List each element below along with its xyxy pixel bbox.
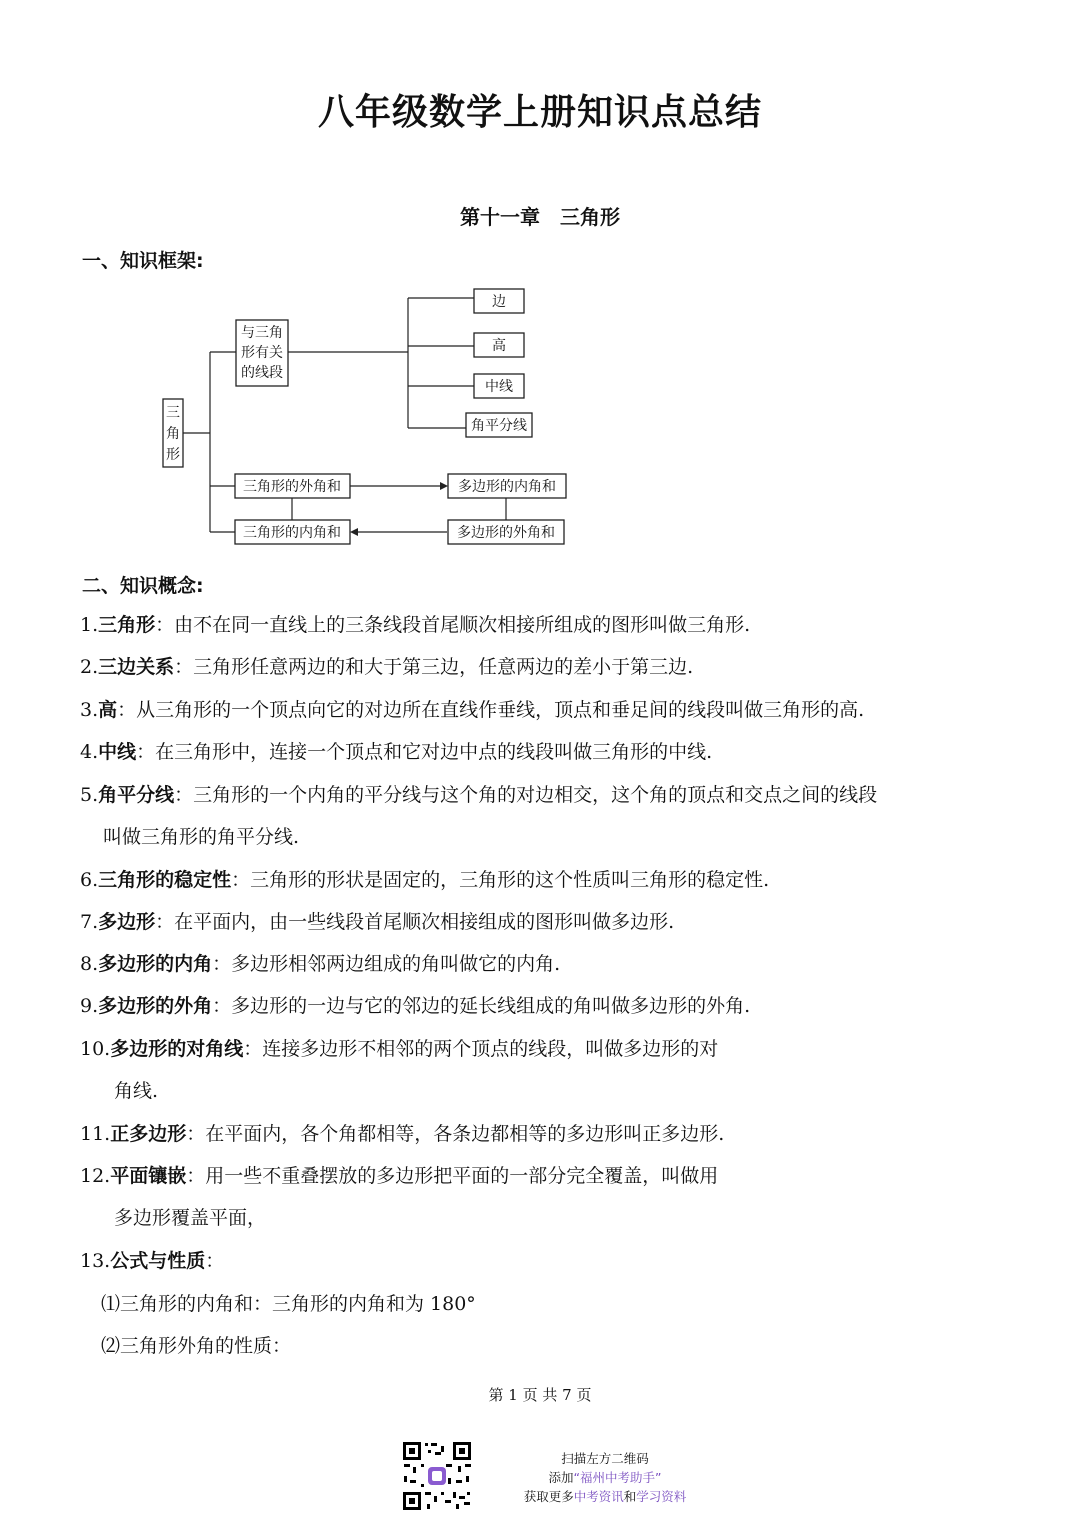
concept-item: 5.角平分线：三角形的一个内角的平分线与这个角的对边相交，这个角的顶点和交点之间的线段 [80, 784, 878, 806]
promo-line-3: 获取更多中考资讯和学习资料 [523, 1489, 687, 1504]
node-triangle-char-3: 形 [166, 447, 180, 463]
concept-item: 4.中线：在三角形中，连接一个顶点和它对边中点的线段叫做三角形的中线. [80, 741, 713, 763]
concept-item: 9.多边形的外角：多边形的一边与它的邻边的延长线组成的角叫做多边形的外角. [80, 995, 751, 1017]
concept-item-continuation: 叫做三角形的角平分线. [103, 826, 300, 848]
concept-item: 6.三角形的稳定性：三角形的形状是固定的，三角形的这个性质叫三角形的稳定性. [80, 869, 770, 891]
node-polygon-interior-sum: 多边形的内角和 [458, 479, 556, 495]
concept-item: 13.公式与性质： [80, 1250, 225, 1272]
section-concepts-heading: 二、知识概念: [82, 575, 204, 597]
node-median: 中线 [485, 379, 513, 395]
node-triangle-char-2: 角 [166, 426, 180, 442]
knowledge-framework-diagram [0, 0, 1080, 570]
promo-line-1: 扫描左方二维码 [561, 1451, 649, 1466]
promo-line-2: 添加“福州中考助手” [548, 1470, 662, 1485]
node-height: 高 [492, 338, 506, 354]
node-polygon-exterior-sum: 多边形的外角和 [457, 525, 555, 541]
node-segments-line3: 的线段 [241, 365, 283, 381]
concept-item: 3.高：从三角形的一个顶点向它的对边所在直线作垂线，顶点和垂足间的线段叫做三角形的高. [80, 699, 865, 721]
diagram-arrowheads [350, 482, 448, 536]
concept-item: 2.三边关系：三角形任意两边的和大于第三边，任意两边的差小于第三边. [80, 656, 694, 678]
concept-item: 7.多边形：在平面内，由一些线段首尾顺次相接组成的图形叫做多边形. [80, 911, 675, 933]
node-interior-angle-sum: 三角形的内角和 [243, 525, 341, 541]
concept-item-continuation: 多边形覆盖平面， [114, 1207, 267, 1229]
node-segments-line2: 形有关 [241, 345, 283, 361]
concept-item: 11.正多边形：在平面内，各个角都相等，各条边都相等的多边形叫正多边形. [80, 1123, 725, 1145]
node-exterior-angle-sum: 三角形的外角和 [243, 479, 341, 495]
concept-item: 8.多边形的内角：多边形相邻两边组成的角叫做它的内角. [80, 953, 561, 975]
node-edge: 边 [492, 294, 506, 310]
page-number: 第 1 页 共 7 页 [488, 1386, 592, 1404]
chapter-heading: 第十一章 三角形 [460, 205, 620, 229]
concept-item: 1.三角形：由不在同一直线上的三条线段首尾顺次相接所组成的图形叫做三角形. [80, 614, 751, 636]
node-angle-bisector: 角平分线 [471, 418, 527, 434]
qr-code[interactable] [401, 1440, 473, 1512]
node-segments-line1: 与三角 [241, 325, 283, 341]
formula-subitem: ⑴三角形的内角和：三角形的内角和为 180° [101, 1293, 476, 1315]
section-framework-heading: 一、知识框架: [82, 250, 204, 272]
document-title: 八年级数学上册知识点总结 [317, 92, 762, 133]
concept-item: 12.平面镶嵌：用一些不重叠摆放的多边形把平面的一部分完全覆盖，叫做用 [80, 1165, 719, 1187]
formula-subitem: ⑵三角形外角的性质： [101, 1335, 292, 1357]
concept-item-continuation: 角线. [114, 1080, 159, 1102]
node-triangle-char-1: 三 [166, 405, 180, 421]
concept-item: 10.多边形的对角线：连接多边形不相邻的两个顶点的线段，叫做多边形的对 [80, 1038, 719, 1060]
